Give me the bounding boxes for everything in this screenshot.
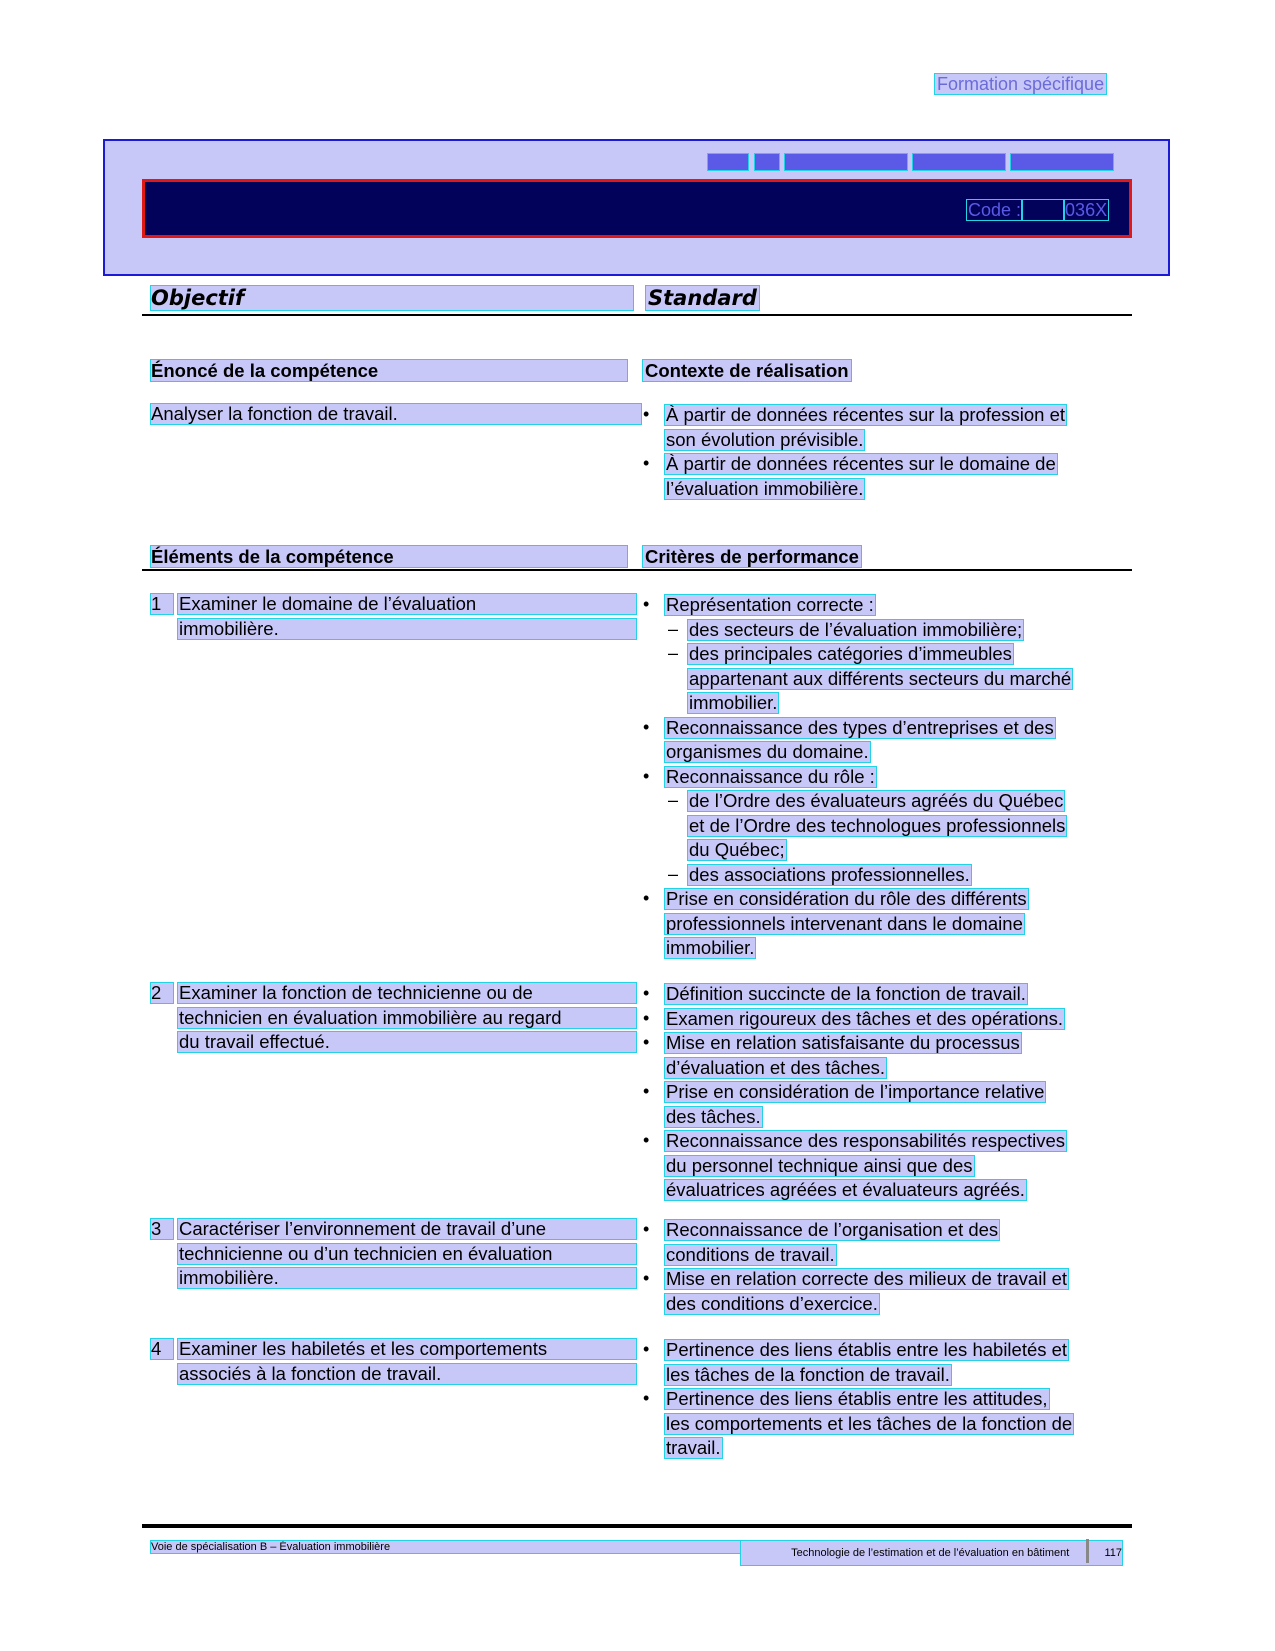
criterion-line: Pertinence des liens établis entre les habiletés et (666, 1339, 1068, 1360)
element-text-line: Examiner les habiletés et les comportements (178, 1339, 636, 1359)
criterion-line: Reconnaissance des types d’entreprises et des (666, 716, 1054, 738)
header-tab-3 (784, 153, 908, 171)
criterion-line: et de l’Ordre des technologues professionnels (689, 814, 1066, 836)
course-code (967, 199, 1108, 221)
element-number: 4 (151, 1339, 173, 1359)
section-label: Formation spécifique (937, 74, 1105, 94)
header-tab-2 (754, 153, 780, 171)
criterion-line: Mise en relation satisfaisante du processus (666, 1032, 1020, 1053)
criteria-title: Critères de performance (645, 546, 859, 567)
header-tab-5 (1010, 153, 1114, 171)
criterion-line: de l’Ordre des évaluateurs agréés du Québec (689, 790, 1064, 811)
dash-icon: – (668, 790, 679, 810)
heading-rule (142, 314, 1132, 316)
criterion-line: évaluatrices agréées et évaluateurs agréés. (666, 1179, 1025, 1200)
criterion-line: Définition succincte de la fonction de travail. (666, 983, 1026, 1004)
criterion-line: des associations professionnelles. (689, 863, 970, 885)
bullet-icon: • (643, 1219, 650, 1239)
page-number: 117 (1104, 1546, 1122, 1559)
dash-icon: – (668, 863, 679, 884)
criterion-line: organismes du domaine. (666, 741, 869, 762)
criterion-line: Prise en considération de l’importance relative (666, 1081, 1045, 1102)
bullet-icon: • (643, 1007, 650, 1028)
criterion-line: immobilier. (666, 937, 755, 958)
element-number: 2 (151, 983, 173, 1003)
context-title: Contexte de réalisation (645, 360, 849, 381)
criterion-line: Examen rigoureux des tâches et des opérations. (666, 1007, 1063, 1029)
context-item-line: son évolution prévisible. (666, 428, 864, 450)
criterion-line: conditions de travail. (666, 1243, 835, 1265)
bullet-icon: • (643, 1032, 650, 1052)
criterion-line: Prise en considération du rôle des différents (666, 888, 1027, 909)
column-heading-standard: Standard (648, 286, 757, 310)
footer-rule (142, 1524, 1132, 1528)
criterion-line: des conditions d’exercice. (666, 1292, 878, 1314)
bullet-icon: • (643, 1388, 650, 1408)
context-item-line: l’évaluation immobilière. (666, 477, 864, 499)
element-text-line: associés à la fonction de travail. (178, 1364, 636, 1384)
element-text-line: immobilière. (178, 619, 636, 639)
element-text-line: technicienne ou d’un technicien en évaluation (178, 1244, 636, 1264)
criterion-line: des tâches. (666, 1105, 761, 1127)
criterion-line: Pertinence des liens établis entre les attitudes, (666, 1388, 1048, 1409)
criterion-line: appartenant aux différents secteurs du marché (689, 667, 1072, 689)
element-number: 1 (151, 594, 173, 614)
element-number: 3 (151, 1219, 173, 1239)
column-heading-objective: Objectif (151, 286, 633, 310)
code-value: 036X (1065, 200, 1108, 220)
competency-statement: Analyser la fonction de travail. (151, 404, 641, 424)
elements-title: Éléments de la compétence (151, 546, 627, 567)
criterion-line: Mise en relation correcte des milieux de travail et (666, 1268, 1068, 1289)
criterion-line: Reconnaissance des responsabilités respectives (666, 1130, 1065, 1151)
element-text-line: Examiner la fonction de technicienne ou de (178, 983, 636, 1003)
bullet-icon: • (643, 404, 650, 424)
criterion-line: Représentation correcte : (666, 594, 874, 615)
statement-title: Énoncé de la compétence (151, 360, 627, 381)
element-text-line: Examiner le domaine de l’évaluation (178, 594, 636, 614)
context-item-line: À partir de données récentes sur la profession et (666, 404, 1066, 425)
criterion-line: d’évaluation et des tâches. (666, 1056, 886, 1078)
header-tab-1 (707, 153, 749, 171)
element-text-line: immobilière. (178, 1268, 636, 1288)
bullet-icon: • (643, 453, 650, 473)
element-text-line: du travail effectué. (178, 1032, 636, 1052)
bullet-icon: • (643, 1339, 650, 1359)
code-gap (1022, 200, 1064, 220)
criterion-line: les tâches de la fonction de travail. (666, 1363, 950, 1385)
header-tab-4 (912, 153, 1006, 171)
bullet-icon: • (643, 1130, 650, 1150)
bullet-icon: • (643, 983, 650, 1003)
elements-rule (142, 569, 1132, 571)
context-item-line: À partir de données récentes sur le domaine de (666, 453, 1056, 474)
criterion-line: professionnels intervenant dans le domaine (666, 912, 1023, 934)
element-text-line: Caractériser l’environnement de travail d’une (178, 1219, 636, 1239)
element-text-line: technicien en évaluation immobilière au regard (178, 1008, 636, 1028)
bullet-icon: • (643, 594, 650, 614)
criterion-line: du personnel technique ainsi que des (666, 1154, 973, 1176)
code-label: Code : (968, 200, 1022, 220)
criterion-line: Reconnaissance de l’organisation et des (666, 1219, 999, 1240)
criterion-line: des principales catégories d’immeubles (689, 643, 1012, 664)
footer-separator (1086, 1539, 1089, 1563)
footer-right-area (741, 1541, 1122, 1565)
bullet-icon: • (643, 888, 650, 908)
dash-icon: – (668, 618, 679, 639)
criterion-line: du Québec; (689, 839, 785, 860)
criterion-line: travail. (666, 1437, 721, 1458)
bullet-icon: • (643, 1268, 650, 1288)
criterion-line: les comportements et les tâches de la fonction de (666, 1412, 1073, 1434)
bullet-icon: • (643, 716, 650, 737)
footer-left: Voie de spécialisation B – Évaluation immobilière (151, 1541, 741, 1553)
criterion-line: Reconnaissance du rôle : (666, 765, 875, 787)
criterion-line: des secteurs de l’évaluation immobilière; (689, 618, 1023, 640)
footer-right: Technologie de l’estimation et de l’évaluation en bâtiment (791, 1546, 1070, 1559)
dash-icon: – (668, 643, 679, 663)
criterion-line: immobilier. (689, 692, 778, 713)
bullet-icon: • (643, 1081, 650, 1101)
bullet-icon: • (643, 765, 650, 786)
